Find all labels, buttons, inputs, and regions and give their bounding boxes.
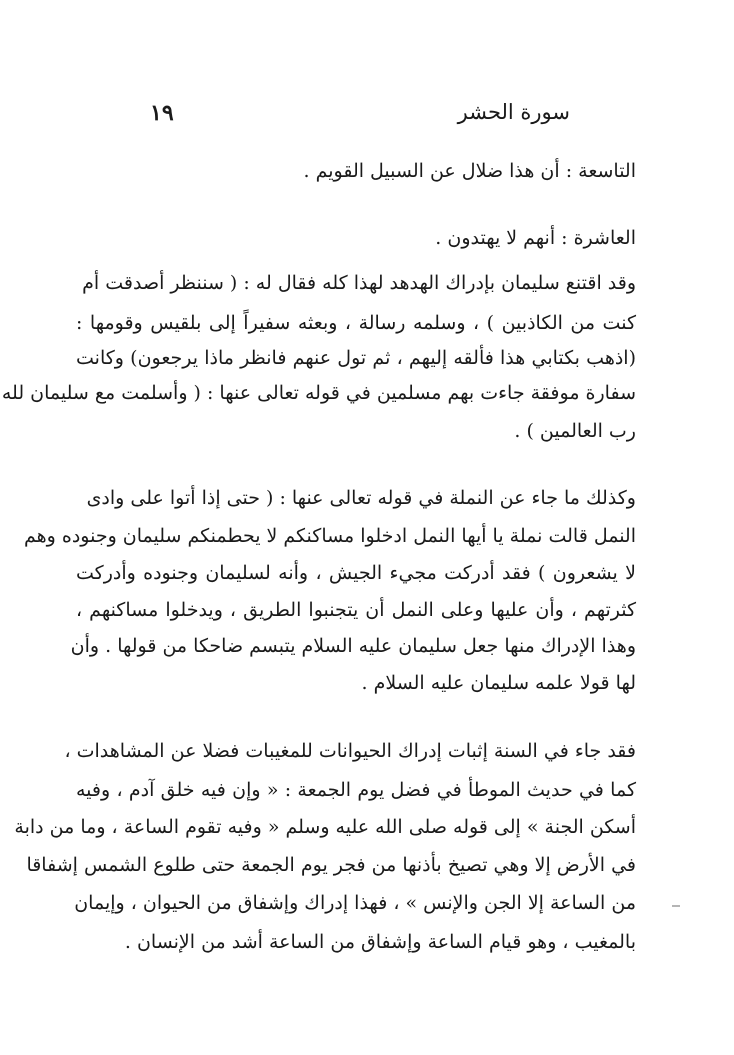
paragraph-3-line-3: (اذهب بكتابي هذا فألقه إليهم ، ثم تول عنهم فانظر ماذا يرجعون) وكانت [76,347,636,369]
paragraph-2-line-1: العاشرة : أنهم لا يهتدون . [435,227,636,249]
paragraph-4-line-2: النمل قالت نملة يا أيها النمل ادخلوا مساكنكم لا يحطمنكم سليمان وجنوده وهم [23,525,636,547]
paragraph-5-line-6: بالمغيب ، وهو قيام الساعة وإشفاق من الساعة أشد من الإنسان . [124,931,636,953]
paragraph-5-line-4: في الأرض إلا وهي تصيخ بأذنها من فجر يوم الجمعة حتى طلوع الشمس إشفاقا [26,854,636,876]
paragraph-3-line-4: سفارة موفقة جاءت بهم مسلمين في قوله تعالى عنها : ( وأسلمت مع سليمان لله [1,382,636,404]
paragraph-5-line-5: من الساعة إلا الجن والإنس » ، فهذا إدراك وإشفاق من الحيوان ، وإيمان [74,892,636,914]
paragraph-3-line-2: كنت من الكاذبين ) ، وسلمه رسالة ، وبعثه سفيراً إلى بلقيس وقومها : [76,312,636,334]
paragraph-4-line-1: وكذلك ما جاء عن النملة في قوله تعالى عنها : ( حتى إذا أتوا على وادى [86,487,636,509]
surah-title: سورة الحشر [457,100,570,124]
margin-mark [672,905,680,907]
paragraph-4-line-4: كثرتهم ، وأن عليها وعلى النمل أن يتجنبوا الطريق ، ويدخلوا مساكنهم ، [76,599,636,621]
paragraph-4-line-3: لا يشعرون ) فقد أدركت مجيء الجيش ، وأنه لسليمان وجنوده وأدركت [76,562,636,584]
page-header [150,100,570,130]
paragraph-5-line-1: فقد جاء في السنة إثبات إدراك الحيوانات للمغيبات فضلا عن المشاهدات ، [64,740,636,762]
paragraph-3-line-1: وقد اقتنع سليمان بإدراك الهدهد لهذا كله فقال له : ( سننظر أصدقت أم [82,272,636,294]
paragraph-1-line-1: التاسعة : أن هذا ضلال عن السبيل القويم . [303,160,636,182]
paragraph-3-line-5: رب العالمين ) . [514,420,636,442]
paragraph-4-line-6: لها قولا علمه سليمان عليه السلام . [361,672,636,694]
paragraph-5-line-3: أسكن الجنة » إلى قوله صلى الله عليه وسلم « وفيه تقوم الساعة ، وما من دابة [14,816,636,838]
paragraph-4-line-5: وهذا الإدراك منها جعل سليمان عليه السلام يتبسم ضاحكا من قولها . وأن [70,635,636,657]
paragraph-5-line-2: كما في حديث الموطأ في فضل يوم الجمعة : « وإن فيه خلق آدم ، وفيه [76,779,636,801]
page-number: ١٩ [150,100,174,126]
